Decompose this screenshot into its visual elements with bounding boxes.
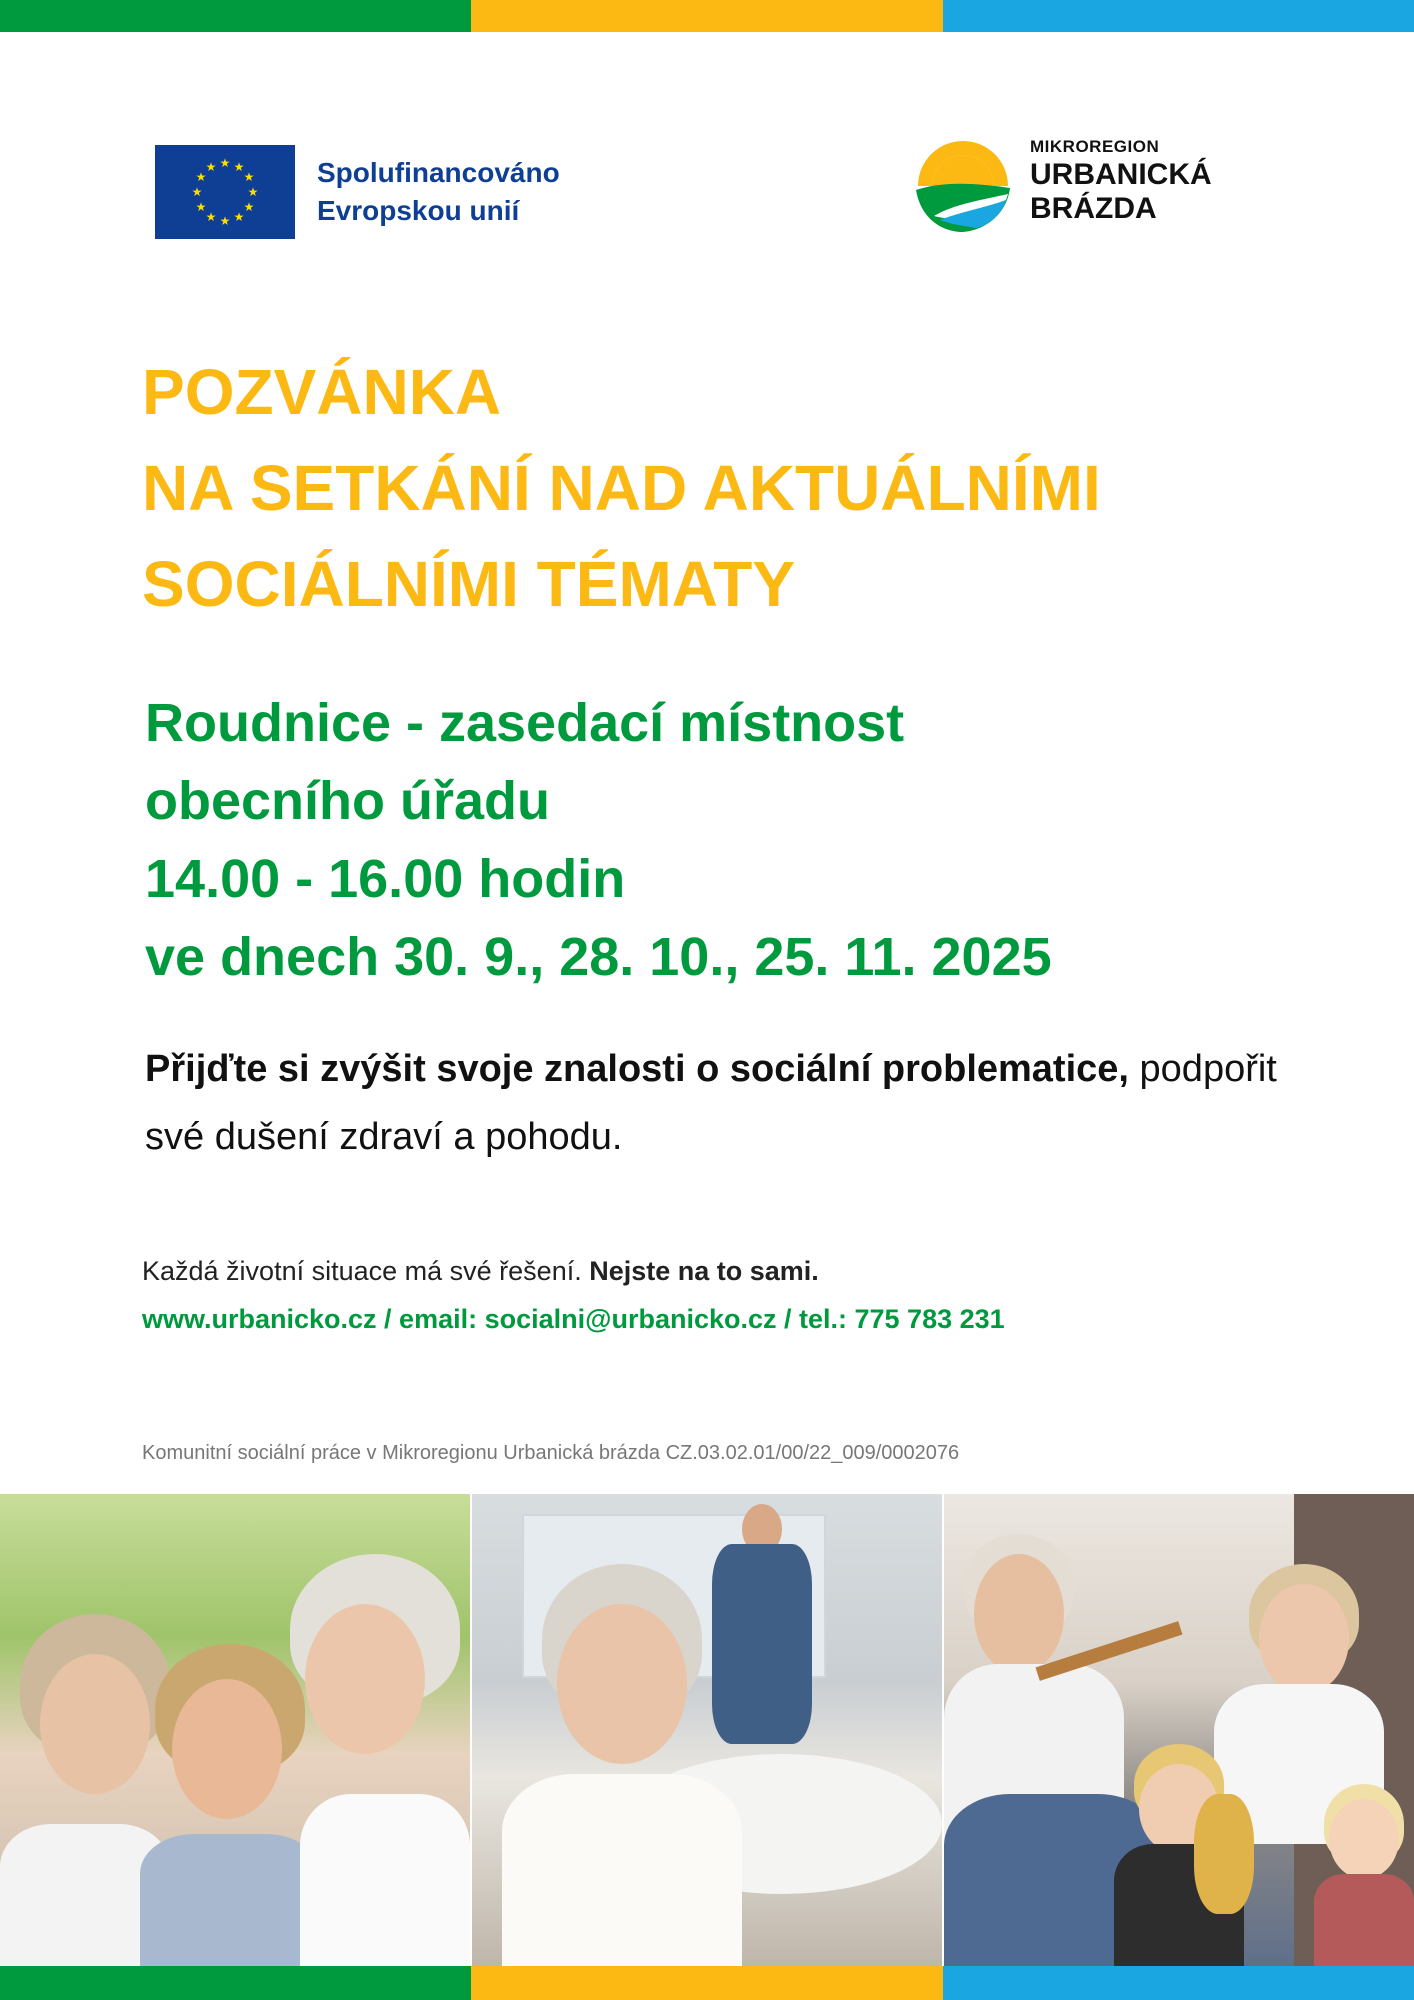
senior-woman-at-meeting-photo xyxy=(472,1494,942,1966)
tagline-bold: Nejste na to sami. xyxy=(589,1256,819,1286)
photo-strip xyxy=(0,1494,1414,1966)
grandparents-with-children-photo xyxy=(944,1494,1414,1966)
invitation-title xyxy=(142,344,1101,632)
svg-text:★: ★ xyxy=(191,185,203,199)
svg-text:★: ★ xyxy=(243,170,255,184)
three-senior-women-photo xyxy=(0,1494,470,1966)
event-details xyxy=(145,684,1052,996)
top-bar-yellow xyxy=(471,0,942,32)
place-line1: Roudnice - zasedací místnost xyxy=(145,693,905,753)
microregion-name-line2: BRÁZDA xyxy=(1030,192,1157,225)
svg-text:★: ★ xyxy=(195,170,207,184)
lead-paragraph xyxy=(145,1035,1295,1171)
svg-text:★: ★ xyxy=(205,160,217,174)
eu-logo-text xyxy=(317,154,560,230)
bottom-bar-yellow xyxy=(471,1966,942,2000)
title-line3: SOCIÁLNÍMI TÉMATY xyxy=(142,548,795,620)
lead-normal: podpořit své dušení zdraví a pohodu. xyxy=(145,1048,1277,1158)
svg-text:★: ★ xyxy=(219,156,231,170)
microregion-label: MIKROREGION xyxy=(1030,137,1160,156)
event-time: 14.00 - 16.00 hodin xyxy=(145,849,626,909)
svg-text:★: ★ xyxy=(243,200,255,214)
svg-text:★: ★ xyxy=(247,185,259,199)
microregion-name-line1: URBANICKÁ xyxy=(1030,158,1212,191)
svg-text:★: ★ xyxy=(219,214,231,228)
svg-text:★: ★ xyxy=(195,200,207,214)
top-bar-blue xyxy=(943,0,1414,32)
microregion-logo xyxy=(910,128,1212,234)
sun-field-icon xyxy=(910,128,1016,234)
event-dates: ve dnech 30. 9., 28. 10., 25. 11. 2025 xyxy=(145,927,1052,987)
eu-logo-line1: Spolufinancováno xyxy=(317,157,560,188)
bottom-bar-green xyxy=(0,1966,471,2000)
top-color-bar xyxy=(0,0,1414,32)
eu-flag-icon xyxy=(155,145,295,239)
bottom-bar-blue xyxy=(943,1966,1414,2000)
title-line2: NA SETKÁNÍ NAD AKTUÁLNÍMI xyxy=(142,452,1101,524)
bottom-color-bar xyxy=(0,1966,1414,2000)
eu-logo-line2: Evropskou unií xyxy=(317,195,520,226)
top-bar-green xyxy=(0,0,471,32)
svg-text:★: ★ xyxy=(205,210,217,224)
title-line1: POZVÁNKA xyxy=(142,356,502,428)
svg-text:★: ★ xyxy=(233,210,245,224)
contact-line: www.urbanicko.cz / email: socialni@urbanicko.cz / tel.: 775 783 231 xyxy=(142,1304,1005,1334)
eu-cofinancing-logo xyxy=(155,145,560,239)
microregion-logo-text xyxy=(1030,136,1212,226)
project-reference: Komunitní sociální práce v Mikroregionu Urbanická brázda CZ.03.02.01/00/22_009/0002076 xyxy=(142,1442,960,1464)
tagline-normal: Každá životní situace má své řešení. xyxy=(142,1256,590,1286)
place-line2: obecního úřadu xyxy=(145,771,550,831)
svg-text:★: ★ xyxy=(233,160,245,174)
lead-bold: Přijďte si zvýšit svoje znalosti o sociální problematice, xyxy=(145,1048,1129,1090)
tagline xyxy=(142,1256,819,1287)
